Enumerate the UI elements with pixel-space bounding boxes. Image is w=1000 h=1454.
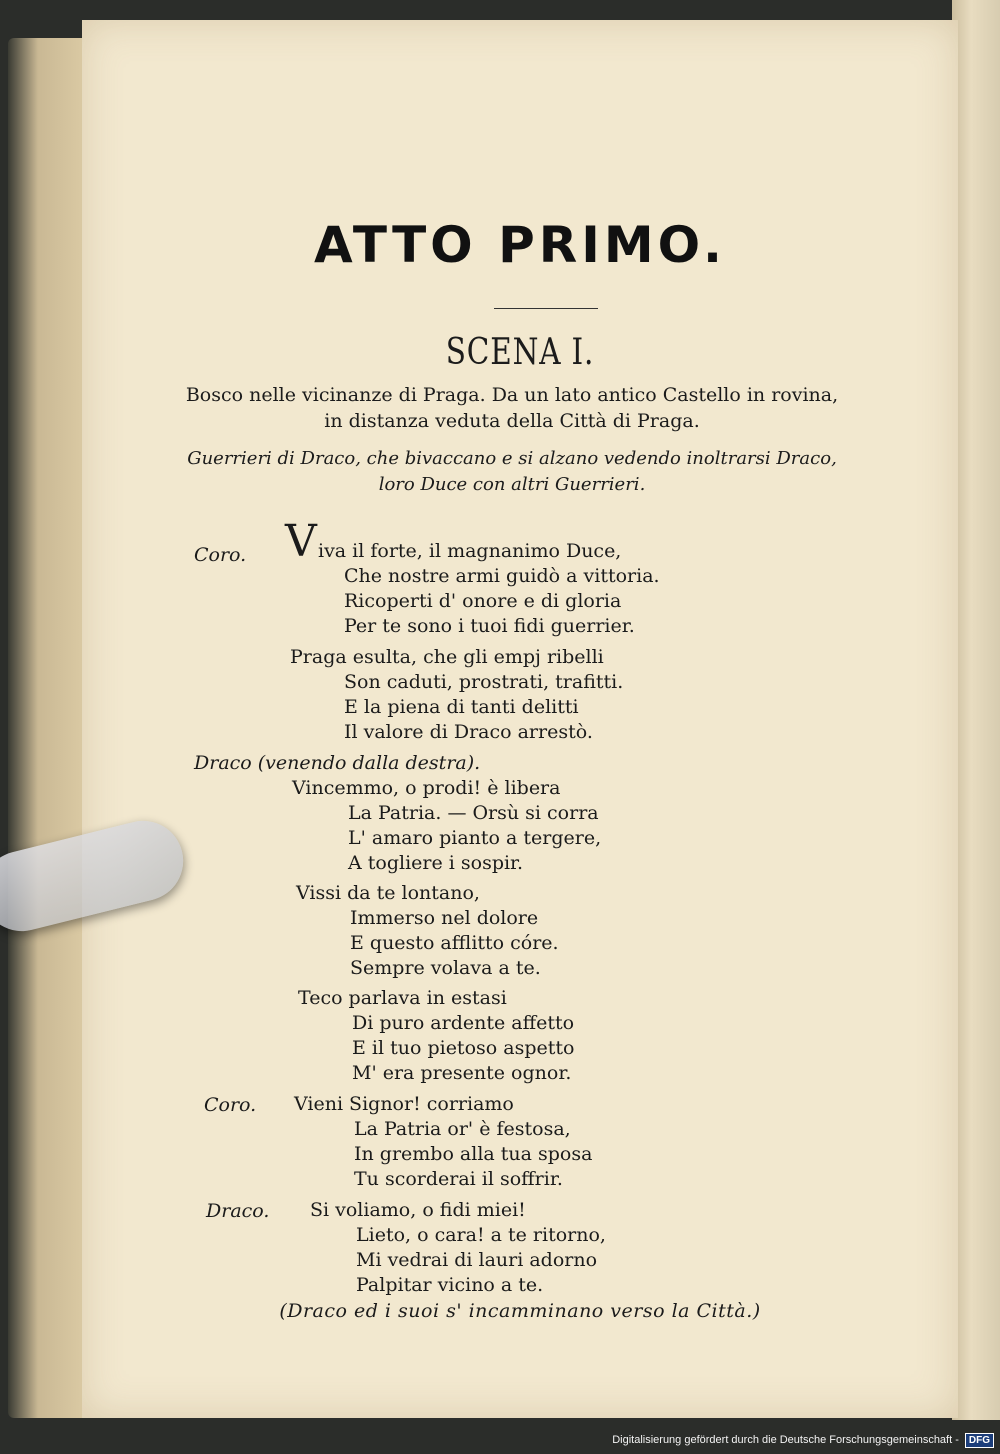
speaker-label: Draco. — [206, 1200, 270, 1222]
page-content — [82, 20, 958, 1418]
footer — [612, 1430, 994, 1450]
verse-line: Lieto, o cara! a te ritorno, — [356, 1224, 606, 1246]
verse-line: Ricoperti d' onore e di gloria — [344, 590, 622, 612]
verse-line: A togliere i sospir. — [348, 852, 524, 874]
verse-line: Palpitar vicino a te. — [356, 1274, 544, 1296]
speaker-label: Coro. — [194, 544, 247, 566]
stage-direction: Guerrieri di Draco, che bivaccano e si alzano vedendo inoltrarsi Draco, loro Duce con altri Guerrieri. — [187, 448, 837, 495]
verse-line: Immerso nel dolore — [350, 907, 539, 929]
verse-line: Sempre volava a te. — [350, 957, 541, 979]
verse-line: Tu scorderai il soffrir. — [354, 1168, 563, 1190]
verse-line: Son caduti, prostrati, trafitti. — [344, 671, 624, 693]
verse-line: Che nostre armi guidò a vittoria. — [344, 565, 660, 587]
verse-line: Si voliamo, o fidi miei! — [310, 1199, 526, 1221]
verse-line: iva il forte, il magnanimo Duce, — [318, 540, 622, 562]
book-page — [82, 20, 958, 1418]
drop-cap: V — [285, 516, 317, 567]
act-title: ATTO PRIMO. — [314, 216, 726, 274]
verse-line: La Patria or' è festosa, — [354, 1118, 571, 1140]
verse-line: Vissi da te lontano, — [296, 882, 480, 904]
verse-line: Il valore di Draco arrestò. — [344, 721, 593, 743]
speaker-label: Coro. — [204, 1094, 257, 1116]
dfg-logo-icon: DFG — [965, 1433, 994, 1448]
verse-line: Vieni Signor! corriamo — [294, 1093, 514, 1115]
verse-line: Praga esulta, che gli empj ribelli — [290, 646, 604, 668]
title-rule — [494, 308, 598, 309]
scene-title: SCENA I. — [445, 332, 595, 373]
verse-line: E questo afflitto córe. — [350, 932, 559, 954]
verse-line: Di puro ardente affetto — [352, 1012, 575, 1034]
verse-line: Per te sono i tuoi fidi guerrier. — [344, 615, 635, 637]
closing-stage-direction: (Draco ed i suoi s' incamminano verso la Città.) — [279, 1300, 761, 1322]
verse-line: L' amaro pianto a tergere, — [348, 827, 602, 849]
verse-line: M' era presente ognor. — [352, 1062, 572, 1084]
verse-line: La Patria. — Orsù si corra — [348, 802, 599, 824]
footer-text: Digitalisierung gefördert durch die Deutsche Forschungsgemeinschaft - — [612, 1434, 959, 1446]
setting-description: Bosco nelle vicinanze di Praga. Da un lato antico Castello in rovina, in distanza veduta della Città di Praga. — [185, 384, 839, 432]
right-page-margin — [952, 0, 1000, 1420]
verse-line: In grembo alla tua sposa — [354, 1143, 593, 1165]
speaker-label: Draco (venendo dalla destra). — [194, 752, 481, 774]
verse-line: Vincemmo, o prodi! è libera — [292, 777, 561, 799]
verse-line: E la piena di tanti delitti — [344, 696, 579, 718]
verse-line: E il tuo pietoso aspetto — [352, 1037, 575, 1059]
verse-line: Teco parlava in estasi — [298, 987, 507, 1009]
verse-line: Mi vedrai di lauri adorno — [356, 1249, 598, 1271]
